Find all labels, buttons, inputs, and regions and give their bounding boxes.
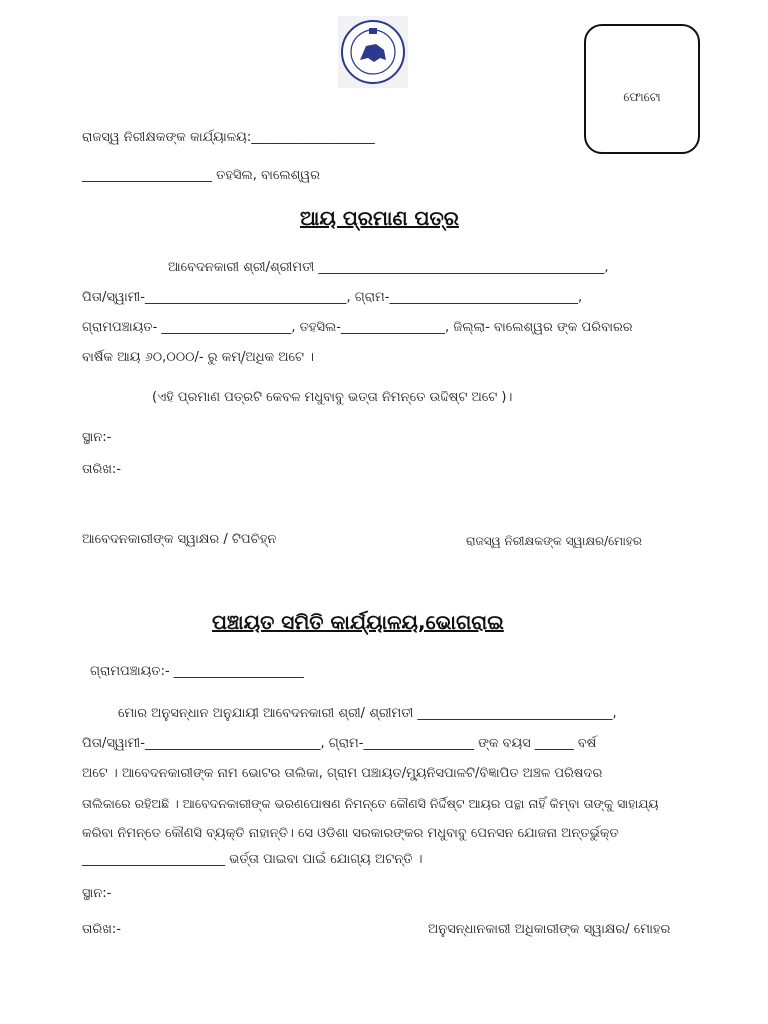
cert-line-4: ବାର୍ଷିକ ଆୟ ୬୦,୦୦୦/- ରୁ କମ୍/ଅଧିକ ଅଟେ ।	[82, 350, 315, 365]
photo-label: ଫୋଟୋ	[623, 90, 661, 104]
samiti-line-4: ତାଲିକାରେ ରହିଅଛି । ଆବେଦନକାରୀଙ୍କ ଭରଣପୋଷଣ ନିମନ୍ତେ କୌଣସି ନିର୍ଦ୍ଦିଷ୍ଟ ଆୟର ପନ୍ଥା ନାହିଁ କିମ୍ବା ତାଙ୍କୁ ସାହାଯ୍ୟ	[82, 796, 659, 811]
samiti-date-label: ତାରିଖ:-	[82, 922, 121, 937]
samiti-gp-line: ଗ୍ରାମପଞ୍ଚାୟତ:- ____________________	[90, 664, 304, 679]
samiti-title: ପଞ୍ଚାୟତ ସମିତି କାର୍ଯ୍ୟାଳୟ,ଭୋଗରାଇ	[212, 610, 504, 634]
samiti-line-5: କରିବା ନିମନ୍ତେ କୌଣସି ବ୍ୟକ୍ତି ନାହାନ୍ତି। ସେ ଓଡିଶା ସରକାରଙ୍କର ମଧୁବାବୁ ପେନସନ ଯୋଜନା ଅନ୍ତର୍ଭୁକ୍ତ	[82, 826, 619, 841]
samiti-place-label: ସ୍ଥାନ:-	[82, 886, 112, 901]
photo-box	[584, 24, 700, 154]
samiti-line-1: ମୋର ଅନୁସନ୍ଧାନ ଅନୁଯାୟୀ ଆବେଦନକାରୀ ଶ୍ରୀ/ ଶ୍ରୀମତୀ ______________________________,	[118, 706, 617, 721]
office-line: ରାଜସ୍ୱ ନିରୀକ୍ଷକଙ୍କ କାର୍ଯ୍ୟାଳୟ:___________________	[82, 130, 375, 145]
cert-line-2: ପିତା/ସ୍ୱାମୀ-_______________________________, ଗ୍ରାମ-_____________________________,	[82, 290, 583, 305]
tahasil-line: ____________________ ତହସିଲ, ବାଲେଶ୍ୱର	[82, 168, 321, 183]
cert-date-label: ତାରିଖ:-	[82, 462, 121, 477]
applicant-signature-label: ଆବେଦନକାରୀଙ୍କ ସ୍ୱାକ୍ଷର / ଟିପଚିହ୍ନ	[82, 532, 277, 547]
ri-signature-label: ରାଜସ୍ୱ ନିରୀକ୍ଷକଙ୍କ ସ୍ୱାକ୍ଷର/ମୋହର	[466, 534, 642, 548]
cert-line-3: ଗ୍ରାମପଞ୍ଚାୟତ- ____________________, ତହସିଲ-________________, ଜିଲ୍ଲା- ବାଲେଶ୍ୱର ଙ୍କ ପରିବାରର	[82, 320, 633, 335]
samiti-line-6: ______________________ ଭର୍ତ୍ତା ପାଇବା ପାଇଁ ଯୋଗ୍ୟ ଅଟନ୍ତି ।	[82, 852, 423, 867]
odisha-emblem	[338, 16, 408, 88]
cert-place-label: ସ୍ଥାନ:-	[82, 430, 112, 445]
certificate-title: ଆୟ ପ୍ରମାଣ ପତ୍ର	[300, 206, 459, 230]
cert-note: (ଏହି ପ୍ରମାଣ ପତ୍ରଟି କେବଳ ମଧୁବାବୁ ଭତ୍ତା ନିମନ୍ତେ ଉଦ୍ଦିଷ୍ଟ ଅଟେ )।	[152, 390, 513, 405]
cert-line-1: ଆବେଦନକାରୀ ଶ୍ରୀ/ଶ୍ରୀମତୀ ____________________________________________,	[168, 260, 609, 275]
emblem-icon	[338, 16, 408, 88]
samiti-line-3: ଅଟେ । ଆବେଦନକାରୀଙ୍କ ନାମ ଭୋଟର ତାଲିକା, ଗ୍ରାମ ପଞ୍ଚାୟତ/ମ୍ୟୁନିସପାଳଟି/ବିଜ୍ଞାପିତ ଅଞ୍ଚଳ ପରିଷଦର	[82, 766, 603, 781]
officer-signature-label: ଅନୁସନ୍ଧାନକାରୀ ଅଧିକାରୀଙ୍କ ସ୍ୱାକ୍ଷର/ ମୋହର	[428, 922, 671, 937]
samiti-line-2: ପିତା/ସ୍ୱାମୀ-___________________________, ଗ୍ରାମ-_________________ ଙ୍କ ବୟସ ______ ବର୍ଷ	[82, 736, 597, 751]
